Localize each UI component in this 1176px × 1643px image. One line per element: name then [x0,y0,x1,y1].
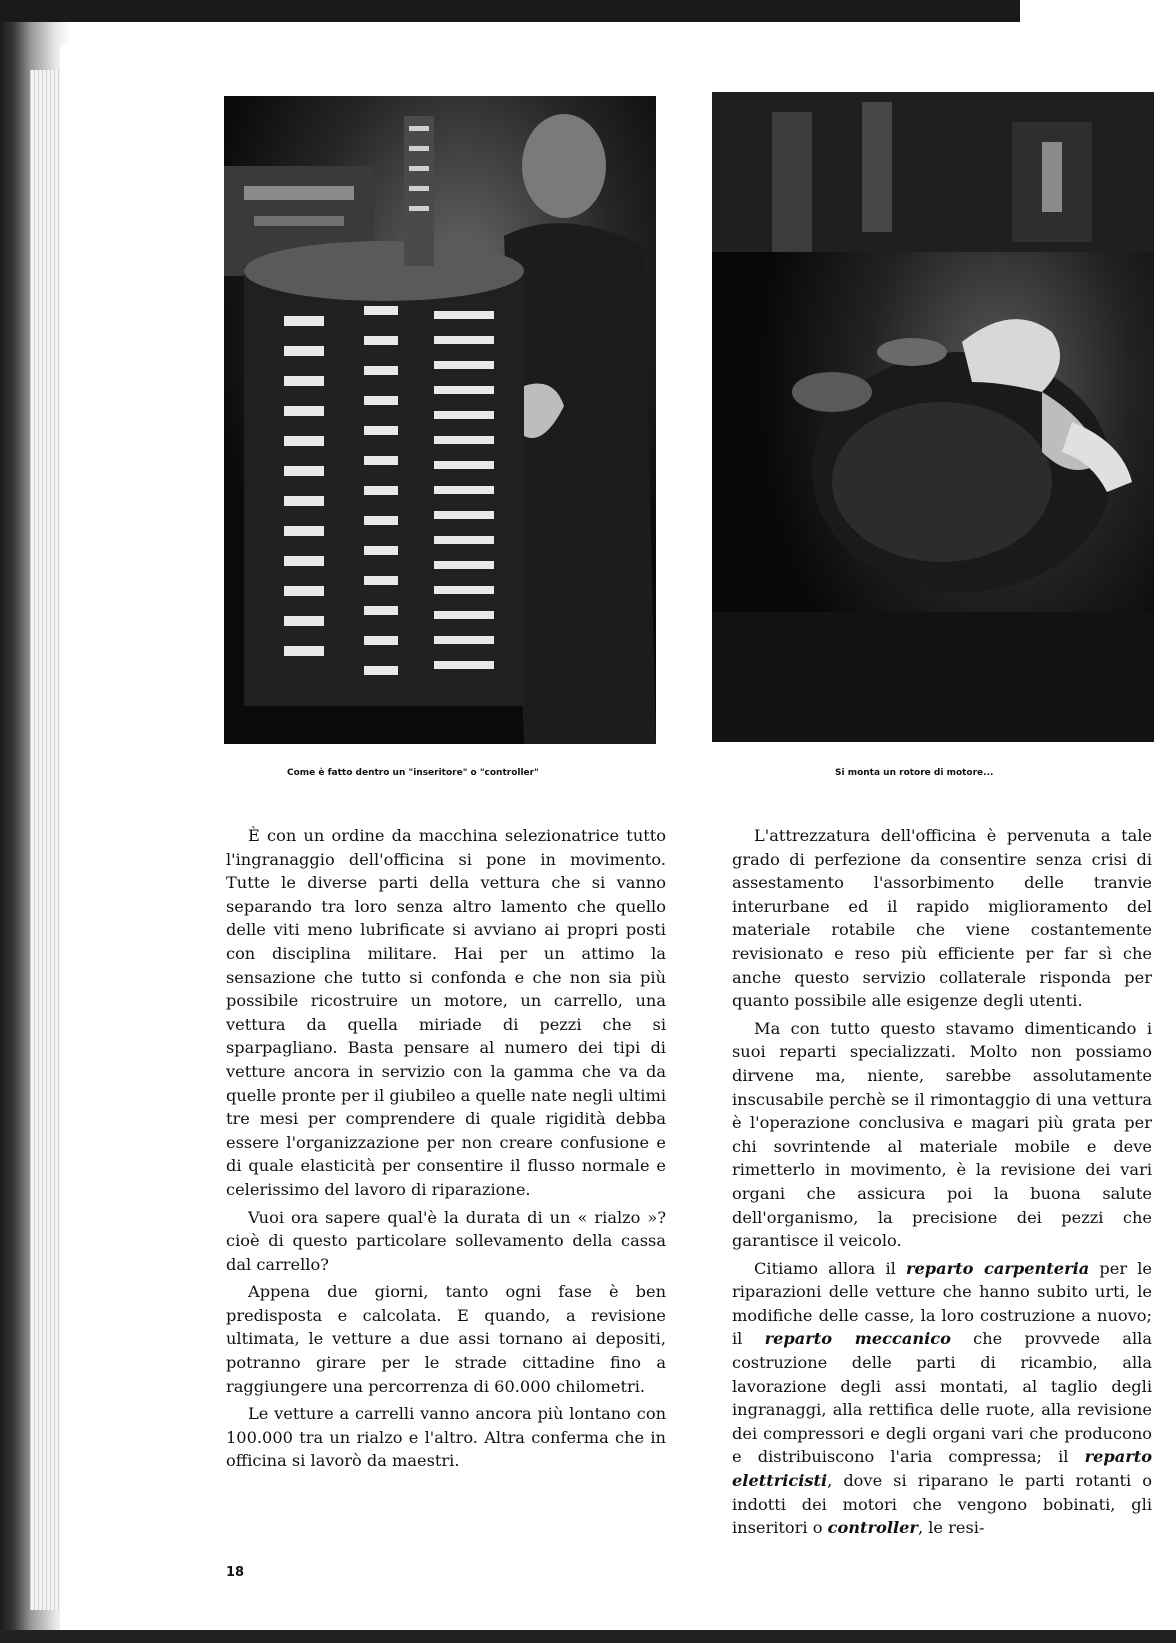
photo-controller-interior [224,96,656,744]
paragraph: Vuoi ora sapere qual'è la durata di un « rialzo »? cioè di questo particolare sollevamento della cassa dal carrello? [226,1207,666,1274]
text-run: , le resi- [917,1518,985,1538]
caption-right-photo: Si monta un rotore di motore... [835,768,994,778]
scan-bottom-border [0,1630,1176,1643]
text-column-left [226,824,666,1477]
paragraph: Le vetture a carrelli vanno ancora più lontano con 100.000 tra un rialzo e l'altro. Altra conferma che in officina si lavorò da maestri. [226,1404,666,1471]
paragraph: Ma con tutto questo stavamo dimenticando i suoi reparti specializzati. Molto non possiamo dirvene ma, niente, sarebbe assolutamente inscusabile perchè se il rimontaggio di una vettura è l'operazione conclusiva e magari più grata per chi sovrintende al materiale mobile e deve rimetterlo in movimento, è la revisione dei vari organi che assicura poi la buona salute dell'organismo, la precisione dei pezzi che garantisce il veicolo. [732,1018,1152,1251]
scan-top-border [0,0,1020,22]
paragraph: È con un ordine da macchina selezionatrice tutto l'ingranaggio dell'officina si pone in movimento. Tutte le diverse parti della vettura che si vanno separando tra loro senza altro lamento che quello delle viti meno lubrificate si avviano ai propri posti con disciplina militare. Hai per un attimo la sensazione che tutto si confonda e che non sia più possibile ricostruire un motore, un carrello, una vettura da quella miriade di pezzi che si sparpagliano. Basta pensare al numero dei tipi di vetture ancora in servizio con la gamma che va da quelle pronte per il giubileo a quelle nate negli ultimi tre mesi per comprendere di quale rigidità debba essere l'organizzazione per non creare confusione e di quale elasticità per consentire il flusso normale e celerissimo del lavoro di riparazione. [226,826,666,1199]
page-number: 18 [226,1565,245,1580]
emphasis-reparto-elettricisti: reparto elettricisti [732,1447,1152,1491]
paragraph: L'attrezzatura dell'officina è pervenuta a tale grado di perfezione da consentire senza crisi di assestamento l'assorbimento delle tranvie interurbane ed il rapido miglioramento del materiale rotabile che viene costantemente revisionato e reso più efficiente per far sì che anche questo servizio collaterale risponda per quanto possibile alle esigenze degli utenti. [732,826,1152,1011]
text-column-right [732,824,1152,1544]
photo-controller-graphic [224,96,656,744]
emphasis-reparto-meccanico: reparto meccanico [764,1329,951,1349]
text-run: per le riparazioni delle vetture che hanno subito urti, le modifiche delle casse, la loro costruzione a nuovo; il [732,1258,1152,1349]
text-run: , dove si riparano le parti rotanti o indotti dei motori che vengono bobinati, gli inseritori o [732,1471,1152,1538]
emphasis-reparto-carpenteria: reparto carpenteria [905,1258,1090,1278]
photo-rotor-graphic [712,92,1154,742]
paragraph [732,1257,1152,1540]
photo-motor-rotor [712,92,1154,742]
text-run: Citiamo allora il [754,1258,906,1278]
emphasis-controller: controller [827,1518,918,1538]
caption-left-photo: Come è fatto dentro un "inseritore" o "controller" [287,768,539,778]
text-run: che provvede alla costruzione delle parti di ricambio, alla lavorazione degli assi montati, al taglio degli ingranaggi, alla rettifica delle ruote, alla revisione dei compressori e degli organi vari che producono e distribuiscono l'aria compressa; il [732,1329,1152,1467]
paragraph: Appena due giorni, tanto ogni fase è ben predisposta e calcolata. E quando, a revisione ultimata, le vetture a due assi tornano ai depositi, potranno girare per le strade cittadine fino a raggiungere una percorrenza di 60.000 chilometri. [226,1282,666,1396]
